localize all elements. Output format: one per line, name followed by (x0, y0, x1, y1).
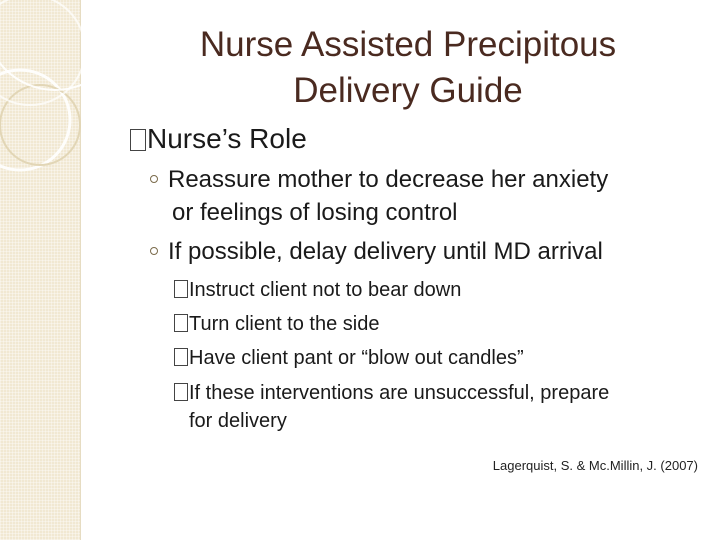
level1-text: Nurse’s Role (147, 123, 307, 154)
box-bullet-icon (174, 280, 188, 298)
level3-item-2-text: Turn client to the side (189, 313, 380, 335)
level3-item-4-cont (189, 407, 287, 435)
box-bullet-icon (174, 383, 188, 401)
level3-item-4-text: If these interventions are unsuccessful, prepare (189, 382, 610, 404)
level2-item-2-line-1: If possible, delay delivery until MD arrival (168, 238, 603, 265)
title-line-1: Nurse Assisted Precipitous (199, 25, 617, 64)
ring-bullet-icon (150, 175, 158, 183)
level2-item-1-cont (172, 197, 458, 229)
level3-item-3-text: Have client pant or “blow out candles” (189, 347, 524, 369)
level3-item-1-text: Instruct client not to bear down (189, 279, 462, 301)
level2-item-1-line-2: or feelings of losing control (172, 199, 458, 226)
box-bullet-icon (174, 314, 188, 332)
level3-item-3 (174, 344, 524, 372)
citation: Lagerquist, S. & Mc.Millin, J. (2007) (492, 458, 698, 473)
box-bullet-icon (174, 348, 188, 366)
level3-item-2 (174, 310, 379, 338)
level3-item-4 (174, 379, 609, 407)
level3-item-1 (174, 276, 461, 304)
ring-bullet-icon (150, 247, 158, 255)
title-line-2: Delivery Guide (293, 71, 523, 110)
level1-item (130, 122, 307, 156)
level3-item-4-continuation: for delivery (189, 410, 287, 432)
box-bullet-icon (130, 129, 146, 151)
level2-item-2 (150, 236, 603, 268)
level2-item-1-line-1: Reassure mother to decrease her anxiety (168, 166, 609, 193)
level2-item-1 (150, 164, 608, 196)
